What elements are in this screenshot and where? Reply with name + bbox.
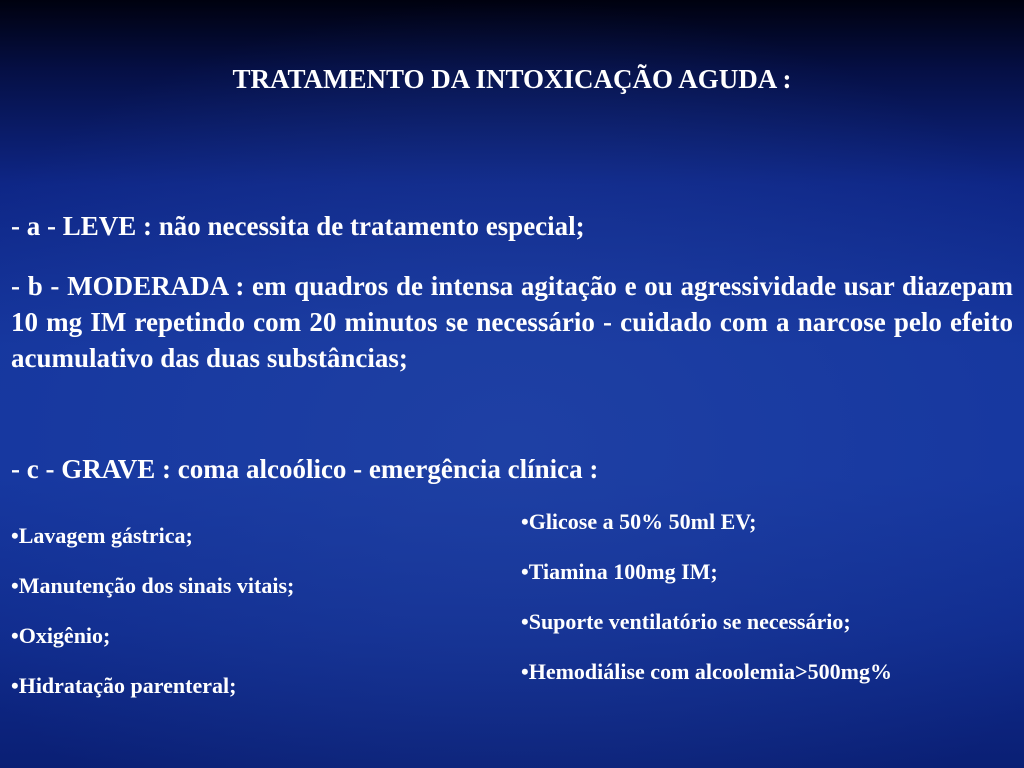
list-item: •Hidratação parenteral;: [11, 673, 237, 698]
list-item: •Glicose a 50% 50ml EV;: [521, 509, 757, 534]
paragraph-leve: - a - LEVE : não necessita de tratamento especial;: [11, 211, 585, 241]
slide-title: TRATAMENTO DA INTOXICAÇÃO AGUDA :: [232, 64, 792, 94]
paragraph-grave: - c - GRAVE : coma alcoólico - emergência clínica :: [11, 454, 599, 484]
right-bullet-list: [521, 508, 892, 708]
list-item: •Tiamina 100mg IM;: [521, 559, 718, 584]
left-bullet-list: [11, 522, 294, 722]
list-item: •Manutenção dos sinais vitais;: [11, 573, 295, 598]
paragraph-moderada: - b - MODERADA : em quadros de intensa agitação e ou agressividade usar diazepam 10 mg IM repetindo com 20 minutos se necessário - cuidado com a narcose pelo efeito acumulativo das duas substâncias;: [11, 271, 1013, 373]
list-item: •Oxigênio;: [11, 623, 111, 648]
list-item: •Hemodiálise com alcoolemia>500mg%: [521, 659, 892, 684]
list-item: •Lavagem gástrica;: [11, 523, 193, 548]
list-item: •Suporte ventilatório se necessário;: [521, 609, 851, 634]
